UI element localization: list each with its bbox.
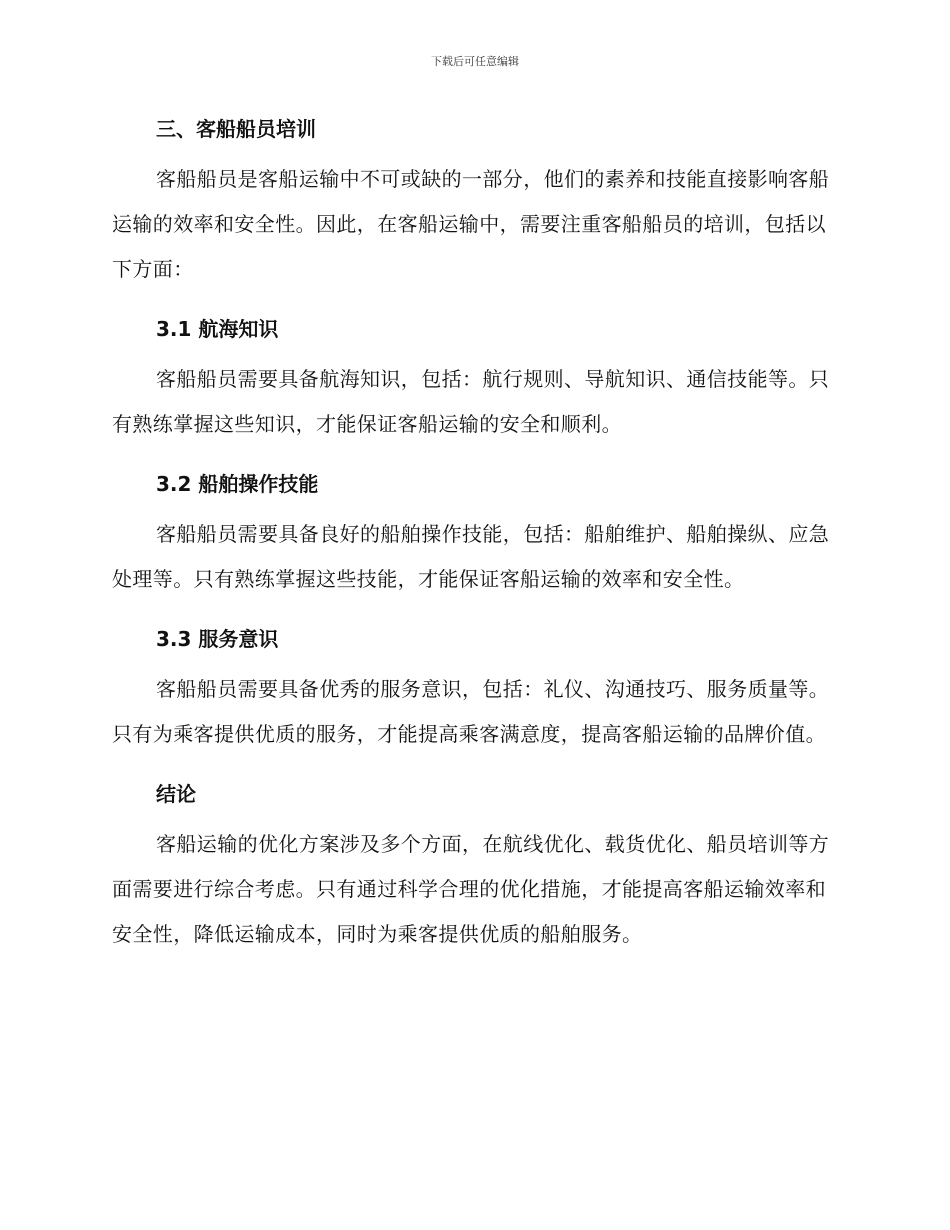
section-heading-ship-operation: 3.2 船舶操作技能 [156, 472, 319, 496]
section-paragraph-service-awareness: 客船船员需要具备优秀的服务意识，包括：礼仪、沟通技巧、服务质量等。只有为乘客提供优质的服务，才能提高乘客满意度，提高客船运输的品牌价值。 [112, 677, 830, 746]
section-heading-conclusion: 结论 [156, 782, 196, 806]
section-heading-service-awareness: 3.3 服务意识 [156, 627, 279, 651]
section-paragraph-conclusion: 客船运输的优化方案涉及多个方面，在航线优化、载货优化、船员培训等方面需要进行综合考虑。只有通过科学合理的优化措施，才能提高客船运输效率和安全性，降低运输成本，同时为乘客提供优质的船舶服务。 [112, 832, 830, 946]
page-header: 下载后可任意编辑 [431, 55, 519, 68]
section-paragraph-ship-operation: 客船船员需要具备良好的船舶操作技能，包括：船舶维护、船舶操纵、应急处理等。只有熟练掌握这些技能，才能保证客船运输的效率和安全性。 [112, 522, 830, 591]
section-heading-navigation-knowledge: 3.1 航海知识 [156, 317, 279, 341]
document-body [112, 110, 834, 957]
section-heading-crew-training: 三、客船船员培训 [156, 117, 316, 141]
section-paragraph-navigation-knowledge: 客船船员需要具备航海知识，包括：航行规则、导航知识、通信技能等。只有熟练掌握这些知识，才能保证客船运输的安全和顺利。 [112, 367, 830, 436]
section-paragraph-crew-training: 客船船员是客船运输中不可或缺的一部分，他们的素养和技能直接影响客船运输的效率和安全性。因此，在客船运输中，需要注重客船船员的培训，包括以下方面： [112, 167, 830, 281]
